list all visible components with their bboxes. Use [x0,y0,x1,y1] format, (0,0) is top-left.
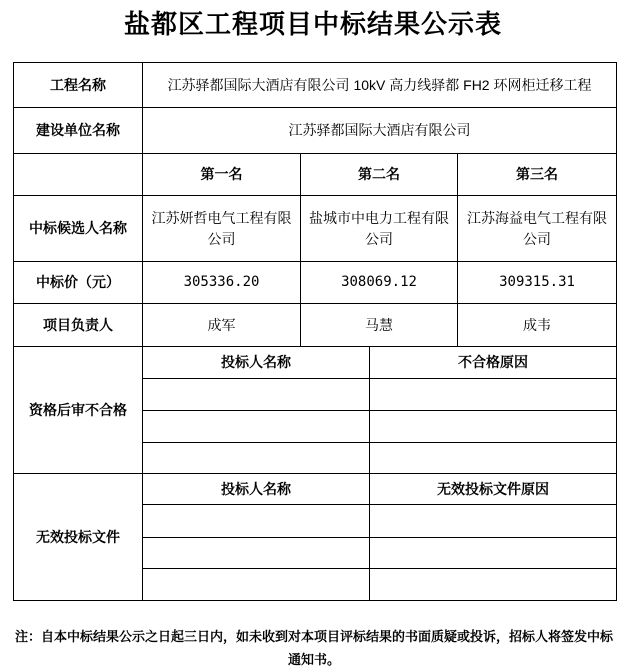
unqualified-section-label: 资格后审不合格 [14,347,143,474]
empty-cell [370,379,617,411]
owner-value: 江苏驿都国际大酒店有限公司 [143,108,617,154]
table-row [14,474,617,505]
page-title: 盐都区工程项目中标结果公示表 [123,9,502,39]
project-name-value: 江苏驿都国际大酒店有限公司 10kV 高力线驿都 FH2 环网柜迁移工程 [143,63,617,108]
manager-label: 项目负责人 [14,304,143,347]
table-row [14,347,617,379]
empty-cell [143,505,370,538]
empty-cell [143,538,370,569]
table-row [14,63,617,108]
manager-1: 成军 [143,304,301,347]
empty-cell [143,443,370,474]
empty-cell [370,538,617,569]
price-3: 309315.31 [458,262,617,304]
empty-cell [370,505,617,538]
invalid-section-label: 无效投标文件 [14,474,143,601]
unqualified-bidder-header: 投标人名称 [143,347,370,379]
candidate-3: 江苏海益电气工程有限公司 [458,196,617,262]
price-label: 中标价（元） [14,262,143,304]
empty-cell [370,569,617,601]
owner-label: 建设单位名称 [14,108,143,154]
candidate-2: 盐城市中电力工程有限公司 [301,196,458,262]
invalid-bidder-header: 投标人名称 [143,474,370,505]
table-row [14,196,617,262]
table-row [14,154,617,196]
manager-3: 成韦 [458,304,617,347]
candidates-label: 中标候选人名称 [14,196,143,262]
candidate-1: 江苏妍哲电气工程有限公司 [143,196,301,262]
table-row [14,304,617,347]
empty-cell [370,411,617,443]
invalid-reason-header: 无效投标文件原因 [370,474,617,505]
rank-header-2: 第二名 [301,154,458,196]
rank-header-3: 第三名 [458,154,617,196]
table-row [14,262,617,304]
footer-note: 注：自本中标结果公示之日起三日内，如未收到对本项目评标结果的书面质疑或投诉，招标人将签发中标通知书。 [14,629,613,667]
empty-cell [143,569,370,601]
manager-2: 马慧 [301,304,458,347]
price-1: 305336.20 [143,262,301,304]
rank-header-1: 第一名 [143,154,301,196]
empty-cell [14,154,143,196]
empty-cell [143,379,370,411]
project-name-label: 工程名称 [14,63,143,108]
bid-result-table [13,62,617,601]
unqualified-reason-header: 不合格原因 [370,347,617,379]
empty-cell [370,443,617,474]
price-2: 308069.12 [301,262,458,304]
table-row [14,108,617,154]
empty-cell [143,411,370,443]
